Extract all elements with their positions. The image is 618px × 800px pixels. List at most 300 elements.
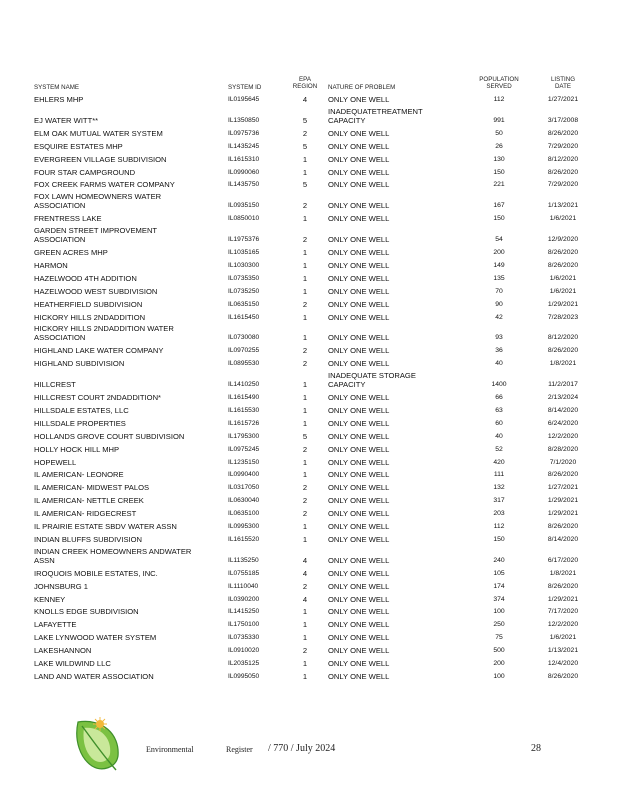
cell-system-id: IL0975736 (228, 129, 260, 137)
cell-system-id: IL1795300 (228, 432, 260, 440)
cell-system-name: HIGHLAND LAKE WATER COMPANY (34, 346, 164, 356)
cell-epa-region: 4 (302, 95, 308, 104)
table-row (0, 535, 618, 544)
cell-system-id: IL1615726 (228, 419, 260, 427)
cell-system-id: IL0975245 (228, 445, 260, 453)
cell-population-served: 132 (493, 484, 505, 492)
cell-listing-date: 8/28/2020 (547, 445, 579, 453)
cell-system-id: IL0630040 (228, 497, 260, 505)
cell-epa-region: 1 (302, 470, 308, 480)
cell-listing-date: 8/26/2020 (547, 168, 579, 176)
cell-population-served: 991 (493, 116, 505, 124)
table-row (0, 261, 618, 270)
cell-population-served: 250 (493, 621, 505, 629)
cell-system-id: IL0755185 (228, 569, 260, 577)
table-row (0, 129, 618, 138)
cell-population-served: 105 (493, 569, 505, 577)
cell-listing-date: 8/14/2020 (547, 535, 579, 543)
cell-population-served: 150 (493, 215, 505, 223)
cell-system-id: IL0730080 (228, 334, 260, 342)
cell-nature-of-problem: ONLY ONE WELL (328, 483, 390, 493)
cell-listing-date: 6/17/2020 (547, 556, 579, 564)
cell-system-id: IL0195645 (228, 96, 260, 103)
cell-system-name: FOX LAWN HOMEOWNERS WATER ASSOCIATION (34, 192, 162, 211)
cell-population-served: 40 (495, 360, 503, 368)
cell-population-served: 36 (495, 347, 503, 355)
footer-register: Register (226, 745, 253, 754)
cell-population-served: 66 (495, 394, 503, 401)
table-row (0, 419, 618, 428)
cell-nature-of-problem: ONLY ONE WELL (328, 393, 390, 402)
cell-population-served: 90 (495, 300, 503, 308)
cell-system-name: EHLERS MHP (34, 95, 84, 104)
cell-nature-of-problem: ONLY ONE WELL (328, 359, 390, 369)
cell-system-id: IL0970255 (228, 347, 260, 355)
cell-system-id: IL0995300 (228, 523, 260, 530)
cell-population-served: 100 (493, 608, 505, 616)
cell-system-name: ESQUIRE ESTATES MHP (34, 141, 123, 151)
cell-population-served: 150 (493, 535, 505, 543)
cell-listing-date: 1/6/2021 (549, 634, 577, 642)
cell-system-id: IL0317050 (228, 484, 260, 492)
cell-system-name: IL AMERICAN- MIDWEST PALOS (34, 483, 150, 493)
cell-epa-region: 5 (302, 115, 308, 125)
cell-population-served: 420 (493, 458, 505, 466)
cell-nature-of-problem: ONLY ONE WELL (328, 522, 390, 531)
cell-listing-date: 8/12/2020 (547, 155, 579, 163)
cell-epa-region: 4 (302, 568, 308, 578)
cell-epa-region: 1 (302, 607, 308, 617)
cell-system-id: IL0850010 (228, 215, 260, 223)
cell-listing-date: 7/29/2020 (547, 181, 579, 189)
cell-nature-of-problem: ONLY ONE WELL (328, 646, 390, 656)
cell-system-name: GARDEN STREET IMPROVEMENT ASSOCIATION (34, 226, 158, 245)
cell-epa-region: 1 (302, 312, 308, 322)
cell-nature-of-problem: ONLY ONE WELL (328, 534, 390, 544)
cell-system-name: HAZELWOOD WEST SUBDIVISION (34, 286, 158, 296)
cell-system-id: IL1615520 (228, 535, 260, 543)
cell-nature-of-problem: ONLY ONE WELL (328, 568, 390, 578)
cell-epa-region: 1 (302, 620, 308, 630)
cell-nature-of-problem: ONLY ONE WELL (328, 273, 390, 283)
cell-nature-of-problem: ONLY ONE WELL (328, 607, 390, 617)
cell-population-served: 203 (493, 510, 505, 518)
cell-nature-of-problem: ONLY ONE WELL (328, 286, 390, 296)
cell-listing-date: 1/27/2021 (547, 96, 579, 103)
table-row (0, 509, 618, 518)
cell-epa-region: 2 (302, 201, 308, 211)
cell-system-id: IL1030300 (228, 261, 260, 269)
cell-system-name: HILLCREST COURT 2NDADDITION* (34, 393, 162, 402)
cell-nature-of-problem: INADEQUATETREATMENT CAPACITY (328, 106, 423, 125)
cell-nature-of-problem: ONLY ONE WELL (328, 154, 390, 164)
table-row (0, 458, 618, 467)
cell-listing-date: 1/6/2021 (549, 215, 577, 223)
table-row (0, 313, 618, 322)
cell-system-id: IL0735330 (228, 634, 260, 642)
cell-system-name: FOUR STAR CAMPGROUND (34, 167, 136, 177)
cell-system-id: IL0990400 (228, 471, 260, 479)
cell-system-id: IL0935150 (228, 202, 260, 210)
cell-nature-of-problem: ONLY ONE WELL (328, 444, 390, 454)
cell-epa-region: 4 (302, 594, 308, 604)
cell-nature-of-problem: ONLY ONE WELL (328, 594, 390, 604)
cell-epa-region: 1 (302, 167, 308, 177)
header-listing-date-line2: DATE (554, 83, 572, 90)
cell-population-served: 150 (493, 168, 505, 176)
cell-listing-date: 1/27/2021 (547, 484, 579, 492)
cell-system-name: LAKE LYNWOOD WATER SYSTEM (34, 633, 157, 643)
cell-epa-region: 5 (302, 431, 308, 441)
cell-nature-of-problem: ONLY ONE WELL (328, 457, 390, 467)
header-system-id: SYSTEM ID (228, 84, 262, 91)
cell-epa-region: 2 (302, 235, 308, 245)
cell-system-name: EVERGREEN VILLAGE SUBDIVISION (34, 154, 167, 164)
cell-population-served: 167 (493, 202, 505, 210)
cell-nature-of-problem: ONLY ONE WELL (328, 555, 390, 565)
cell-listing-date: 2/13/2024 (547, 394, 579, 401)
cell-listing-date: 11/2/2017 (548, 381, 578, 389)
cell-population-served: 500 (493, 647, 505, 655)
cell-epa-region: 1 (302, 273, 308, 283)
cell-system-name: GREEN ACRES MHP (34, 248, 108, 257)
cell-listing-date: 1/8/2021 (549, 569, 577, 577)
cell-population-served: 75 (495, 634, 503, 642)
cell-listing-date: 8/12/2020 (547, 334, 579, 342)
header-population-line1: POPULATION (479, 76, 519, 83)
cell-nature-of-problem: ONLY ONE WELL (328, 659, 390, 668)
table-row (0, 672, 618, 681)
cell-epa-region: 2 (302, 483, 308, 493)
cell-epa-region: 1 (302, 457, 308, 467)
cell-system-name: LAKE WILDWIND LLC (34, 659, 111, 668)
header-listing-date-line1: LISTING (550, 76, 576, 83)
header-epa-region (286, 76, 324, 90)
cell-nature-of-problem: ONLY ONE WELL (328, 299, 390, 309)
table-row (0, 569, 618, 578)
cell-epa-region: 1 (302, 286, 308, 296)
cell-system-name: KENNEY (34, 594, 66, 604)
cell-epa-region: 2 (302, 646, 308, 656)
table-row (0, 432, 618, 441)
cell-population-served: 112 (493, 523, 505, 530)
cell-nature-of-problem: ONLY ONE WELL (328, 235, 390, 245)
table-row (0, 496, 618, 505)
cell-listing-date: 1/13/2021 (547, 202, 579, 210)
cell-nature-of-problem: ONLY ONE WELL (328, 141, 390, 151)
table-row (0, 168, 618, 177)
table-row (0, 106, 618, 125)
cell-epa-region: 1 (302, 418, 308, 428)
cell-nature-of-problem: ONLY ONE WELL (328, 418, 390, 428)
cell-system-name: HILLSDALE ESTATES, LLC (34, 405, 129, 415)
table-row (0, 248, 618, 257)
cell-population-served: 93 (495, 334, 503, 342)
cell-epa-region: 4 (302, 555, 308, 565)
cell-listing-date: 8/26/2020 (547, 347, 579, 355)
cell-population-served: 26 (495, 142, 503, 150)
cell-nature-of-problem: ONLY ONE WELL (328, 167, 390, 177)
cell-listing-date: 8/26/2020 (547, 523, 579, 530)
cell-system-name: FOX CREEK FARMS WATER COMPANY (34, 180, 175, 190)
cell-listing-date: 8/14/2020 (547, 406, 579, 414)
cell-system-name: FRENTRESS LAKE (34, 214, 102, 224)
cell-system-name: IL PRAIRIE ESTATE SBDV WATER ASSN (34, 522, 177, 531)
cell-nature-of-problem: ONLY ONE WELL (328, 346, 390, 356)
cell-listing-date: 6/24/2020 (547, 419, 579, 427)
cell-epa-region: 2 (302, 299, 308, 309)
cell-population-served: 52 (495, 445, 503, 453)
cell-population-served: 40 (495, 432, 503, 440)
table-row (0, 595, 618, 604)
table-row (0, 324, 618, 343)
cell-system-name: HILLCREST (34, 380, 76, 390)
cell-system-id: IL1110040 (228, 582, 259, 590)
table-row (0, 483, 618, 492)
table-row (0, 470, 618, 479)
header-system-name: SYSTEM NAME (34, 84, 80, 91)
cell-epa-region: 1 (302, 380, 308, 390)
cell-listing-date: 8/26/2020 (547, 582, 579, 590)
table-row (0, 371, 618, 390)
cell-population-served: 221 (493, 181, 505, 189)
cell-population-served: 100 (493, 672, 505, 680)
cell-listing-date: 1/29/2021 (547, 595, 579, 603)
cell-system-name: HEATHERFIELD SUBDIVISION (34, 299, 143, 309)
table-row (0, 274, 618, 283)
cell-listing-date: 1/29/2021 (547, 510, 579, 518)
table-row (0, 393, 618, 402)
cell-listing-date: 8/26/2020 (547, 672, 579, 680)
cell-system-name: IL AMERICAN- RIDGECREST (34, 509, 137, 519)
cell-population-served: 240 (493, 556, 505, 564)
cell-system-id: IL1615450 (228, 313, 260, 321)
cell-system-id: IL1235150 (228, 458, 260, 466)
cell-system-name: HICKORY HILLS 2NDADDITION WATER ASSOCIATION (34, 324, 174, 343)
cell-system-name: IL AMERICAN- NETTLE CREEK (34, 496, 144, 506)
cell-system-id: IL1975376 (228, 236, 260, 244)
cell-system-name: LAFAYETTE (34, 620, 77, 630)
cell-nature-of-problem: ONLY ONE WELL (328, 470, 390, 480)
cell-system-id: IL1415250 (228, 608, 260, 616)
cell-epa-region: 1 (302, 534, 308, 544)
cell-system-name: JOHNSBURG 1 (34, 581, 89, 591)
cell-nature-of-problem: ONLY ONE WELL (328, 95, 390, 104)
table-row (0, 445, 618, 454)
cell-epa-region: 1 (302, 522, 308, 531)
cell-listing-date: 8/26/2020 (547, 471, 579, 479)
cell-population-served: 60 (495, 419, 503, 427)
cell-population-served: 174 (493, 582, 505, 590)
cell-system-name: ELM OAK MUTUAL WATER SYSTEM (34, 128, 163, 138)
table-row (0, 633, 618, 642)
cell-nature-of-problem: ONLY ONE WELL (328, 509, 390, 519)
cell-system-name: INDIAN CREEK HOMEOWNERS ANDWATER ASSN (34, 546, 192, 565)
cell-system-name: LAND AND WATER ASSOCIATION (34, 671, 154, 681)
cell-system-id: IL1035165 (228, 249, 260, 256)
leaf-logo-icon (72, 716, 124, 772)
cell-population-served: 111 (493, 471, 505, 479)
cell-population-served: 70 (495, 287, 503, 295)
cell-system-id: IL0895530 (228, 360, 260, 368)
table-row (0, 287, 618, 296)
cell-nature-of-problem: ONLY ONE WELL (328, 431, 390, 441)
cell-population-served: 112 (493, 96, 505, 103)
header-listing-date (537, 76, 589, 90)
table-row (0, 95, 618, 104)
cell-nature-of-problem: ONLY ONE WELL (328, 214, 390, 224)
cell-epa-region: 2 (302, 359, 308, 369)
table-row (0, 607, 618, 616)
cell-epa-region: 2 (302, 444, 308, 454)
cell-epa-region: 5 (302, 141, 308, 151)
cell-listing-date: 8/26/2020 (547, 261, 579, 269)
cell-population-served: 42 (495, 313, 503, 321)
table-row (0, 522, 618, 531)
cell-nature-of-problem: ONLY ONE WELL (328, 671, 390, 681)
cell-system-name: KNOLLS EDGE SUBDIVISION (34, 607, 139, 617)
table-row (0, 300, 618, 309)
table-row (0, 582, 618, 591)
cell-system-id: IL1135250 (228, 556, 259, 564)
cell-population-served: 50 (495, 129, 503, 137)
table-row (0, 214, 618, 223)
cell-nature-of-problem: ONLY ONE WELL (328, 620, 390, 630)
table-row (0, 346, 618, 355)
cell-population-served: 200 (493, 660, 505, 667)
table-row (0, 646, 618, 655)
cell-system-id: IL1350850 (228, 116, 260, 124)
cell-epa-region: 1 (302, 333, 308, 343)
cell-system-name: HARMON (34, 260, 68, 270)
cell-listing-date: 1/13/2021 (547, 647, 579, 655)
cell-epa-region: 2 (302, 346, 308, 356)
cell-system-id: IL0910020 (228, 647, 260, 655)
cell-system-id: IL0995050 (228, 672, 260, 680)
cell-system-name: HOLLANDS GROVE COURT SUBDIVISION (34, 431, 185, 441)
cell-epa-region: 1 (302, 260, 308, 270)
header-nature-of-problem: NATURE OF PROBLEM (328, 84, 396, 91)
cell-system-id: IL0735350 (228, 274, 260, 282)
cell-system-id: IL2035125 (228, 660, 260, 667)
table-row (0, 142, 618, 151)
cell-system-name: HIGHLAND SUBDIVISION (34, 359, 125, 369)
table-row (0, 659, 618, 668)
cell-system-id: IL1435245 (228, 142, 260, 150)
cell-population-served: 200 (493, 249, 505, 256)
cell-epa-region: 2 (302, 128, 308, 138)
footer-issue: / 770 / July 2024 (268, 743, 336, 754)
footer-environmental: Environmental (146, 745, 194, 754)
cell-population-served: 374 (493, 595, 505, 603)
cell-epa-region: 1 (302, 671, 308, 681)
cell-epa-region: 2 (302, 581, 308, 591)
table-row (0, 180, 618, 189)
cell-nature-of-problem: INADEQUATE STORAGE CAPACITY (328, 371, 416, 390)
cell-system-name: EJ WATER WITT** (34, 115, 99, 125)
table-row (0, 546, 618, 565)
cell-system-name: HILLSDALE PROPERTIES (34, 418, 126, 428)
table-row (0, 620, 618, 629)
cell-system-name: HOPEWELL (34, 457, 77, 467)
table-row (0, 155, 618, 164)
cell-listing-date: 8/26/2020 (547, 249, 579, 256)
cell-nature-of-problem: ONLY ONE WELL (328, 496, 390, 506)
cell-listing-date: 7/29/2020 (547, 142, 579, 150)
cell-system-name: HAZELWOOD 4TH ADDITION (34, 273, 137, 283)
cell-nature-of-problem: ONLY ONE WELL (328, 581, 390, 591)
cell-population-served: 1400 (491, 381, 507, 389)
cell-epa-region: 1 (302, 659, 308, 668)
table-row (0, 359, 618, 368)
cell-nature-of-problem: ONLY ONE WELL (328, 201, 390, 211)
cell-population-served: 54 (495, 236, 503, 244)
cell-system-id: IL1750100 (228, 621, 260, 629)
cell-listing-date: 12/4/2020 (547, 660, 579, 667)
cell-listing-date: 7/17/2020 (547, 608, 579, 616)
cell-listing-date: 1/6/2021 (549, 274, 577, 282)
cell-population-served: 317 (493, 497, 505, 505)
cell-system-id: IL0635100 (228, 510, 260, 518)
cell-listing-date: 1/29/2021 (547, 497, 579, 505)
cell-epa-region: 1 (302, 405, 308, 415)
header-population-line2: SERVED (486, 83, 512, 90)
cell-listing-date: 1/29/2021 (547, 300, 579, 308)
cell-population-served: 130 (493, 155, 505, 163)
cell-epa-region: 1 (302, 248, 308, 257)
cell-system-id: IL1615310 (228, 155, 260, 163)
cell-listing-date: 12/9/2020 (547, 236, 579, 244)
cell-epa-region: 1 (302, 154, 308, 164)
cell-nature-of-problem: ONLY ONE WELL (328, 128, 390, 138)
cell-system-name: IROQUOIS MOBILE ESTATES, INC. (34, 568, 158, 578)
cell-system-name: INDIAN BLUFFS SUBDIVISION (34, 534, 143, 544)
cell-system-id: IL0635150 (228, 300, 260, 308)
cell-system-id: IL1435750 (228, 181, 260, 189)
cell-epa-region: 2 (302, 496, 308, 506)
cell-listing-date: 3/17/2008 (547, 116, 579, 124)
cell-population-served: 135 (493, 274, 505, 282)
cell-epa-region: 1 (302, 214, 308, 224)
cell-system-id: IL1615530 (228, 406, 260, 414)
page-number: 28 (531, 743, 541, 754)
cell-system-id: IL0990060 (228, 168, 260, 176)
cell-nature-of-problem: ONLY ONE WELL (328, 312, 390, 322)
cell-listing-date: 7/28/2023 (547, 313, 579, 321)
cell-population-served: 63 (495, 406, 503, 414)
cell-listing-date: 1/6/2021 (549, 287, 577, 295)
cell-listing-date: 12/2/2020 (547, 432, 579, 440)
table-row (0, 192, 618, 211)
header-epa-region-line2: REGION (292, 83, 318, 90)
header-population-served (470, 76, 528, 90)
cell-nature-of-problem: ONLY ONE WELL (328, 248, 390, 257)
cell-epa-region: 2 (302, 509, 308, 519)
cell-system-name: IL AMERICAN- LEONORE (34, 470, 124, 480)
cell-system-name: LAKESHANNON (34, 646, 92, 656)
cell-nature-of-problem: ONLY ONE WELL (328, 405, 390, 415)
cell-system-name: HICKORY HILLS 2NDADDITION (34, 312, 146, 322)
cell-epa-region: 1 (302, 633, 308, 643)
cell-nature-of-problem: ONLY ONE WELL (328, 333, 390, 343)
table-row (0, 226, 618, 245)
cell-system-name: HOLLY HOCK HILL MHP (34, 444, 120, 454)
cell-nature-of-problem: ONLY ONE WELL (328, 180, 390, 190)
cell-epa-region: 1 (302, 393, 308, 402)
cell-population-served: 149 (493, 261, 505, 269)
table-row (0, 406, 618, 415)
cell-listing-date: 7/1/2020 (549, 458, 577, 466)
